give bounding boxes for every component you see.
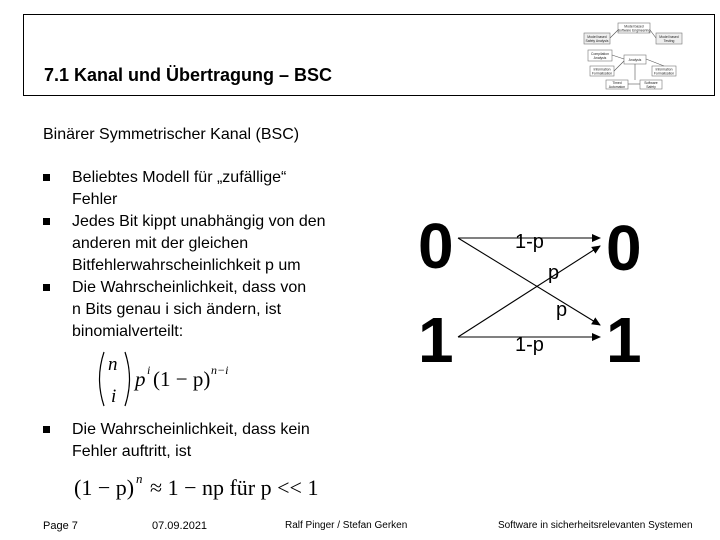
bullet-line: Die Wahrscheinlichkeit, dass von [72, 279, 307, 296]
bullet-square-icon [43, 426, 50, 433]
approx-lhs: (1 − p) [74, 475, 135, 500]
bsc-channel-diagram [410, 200, 660, 370]
approximation-formula [72, 470, 362, 504]
thumb-text-right1-2: Testing [663, 39, 675, 43]
bullet-square-icon [43, 218, 50, 225]
input-zero: 0 [418, 210, 454, 282]
thumb-text-left3-2: Formalisation [591, 71, 613, 76]
bullet-list [43, 167, 373, 343]
bullet-item [43, 167, 373, 211]
bullet-line: Beliebtes Modell für „zufällige“ [72, 169, 287, 186]
binom-rest-exp: n−i [211, 363, 229, 377]
thumb-text-top-1: Model based [624, 24, 644, 29]
footer-page: Page 7 [43, 520, 78, 532]
page-title: 7.1 Kanal und Übertragung – BSC [44, 65, 333, 85]
output-one: 1 [606, 304, 642, 370]
thumb-text-bottom-left-2: Automaton [608, 85, 626, 89]
thumb-text-top-2: Software Engineering [617, 28, 651, 33]
thumb-text-right3-2: Formalisation [653, 71, 675, 76]
footer-course: Software in sicherheitsrelevanten Systemen [498, 520, 693, 531]
binom-top: n [108, 354, 118, 375]
binom-rest: (1 − p) [153, 367, 211, 391]
label-bottom-1-p: 1-p [515, 334, 544, 356]
bullet-line: Die Wahrscheinlichkeit, dass kein [72, 421, 310, 438]
footer-date: 07.09.2021 [152, 520, 208, 532]
thumb-text-left3-1: Information [593, 67, 611, 72]
binom-bottom: i [111, 386, 117, 407]
footer-authors: Ralf Pinger / Stefan Gerken [285, 520, 408, 531]
thumb-text-bottom-left-1: Timed [612, 81, 622, 85]
thumb-text-bottom-right-2: Safety [646, 85, 656, 89]
binom-p: p [135, 367, 146, 391]
bullet-square-icon [43, 284, 50, 291]
bullet-line: binomialverteilt: [72, 323, 184, 340]
section-subtitle: Binärer Symmetrischer Kanal (BSC) [43, 126, 300, 143]
bullet-list-2 [43, 419, 373, 463]
right-paren-icon [125, 352, 130, 406]
thumb-text-right1-1: Model based [659, 35, 679, 39]
input-one: 1 [418, 304, 454, 370]
bullet-line: anderen mit der gleichen [72, 235, 249, 252]
approx-rhs: ≈ 1 − np für p << 1 [150, 475, 319, 500]
bullet-item [43, 419, 373, 463]
approx-lhs-exp: n [136, 471, 143, 486]
thumb-text-left1-2: Safety Analysis [585, 39, 609, 43]
label-cross-p-2: p [556, 299, 568, 321]
bullet-item [43, 211, 373, 277]
thumb-text-left2-1: Compilation [591, 52, 609, 56]
bullet-item [43, 277, 373, 343]
bullet-line: Fehler auftritt, ist [72, 443, 192, 460]
left-paren-icon [100, 352, 105, 406]
arrow-1-to-0 [458, 246, 600, 337]
thumb-text-left2-2: Analysis [593, 56, 607, 60]
label-cross-p-1: p [548, 262, 560, 284]
binomial-formula [94, 348, 254, 410]
bullet-line: Bitfehlerwahrscheinlichkeit p um [72, 257, 301, 274]
binom-p-exp: i [147, 363, 151, 377]
thumb-text-bottom-right-1: Software [644, 81, 658, 85]
thumb-text-center: Analysis [628, 58, 642, 62]
thumb-text-right3-1: Information [655, 67, 673, 72]
bullet-square-icon [43, 174, 50, 181]
output-zero: 0 [606, 212, 642, 284]
process-diagram-thumbnail [566, 3, 706, 95]
bullet-line: Jedes Bit kippt unabhängig von den [72, 213, 326, 230]
bullet-line: Fehler [72, 191, 118, 208]
thumb-text-left1-1: Model based [587, 35, 607, 39]
bullet-line: n Bits genau i sich ändern, ist [72, 301, 282, 318]
label-top-1-p: 1-p [515, 231, 544, 253]
